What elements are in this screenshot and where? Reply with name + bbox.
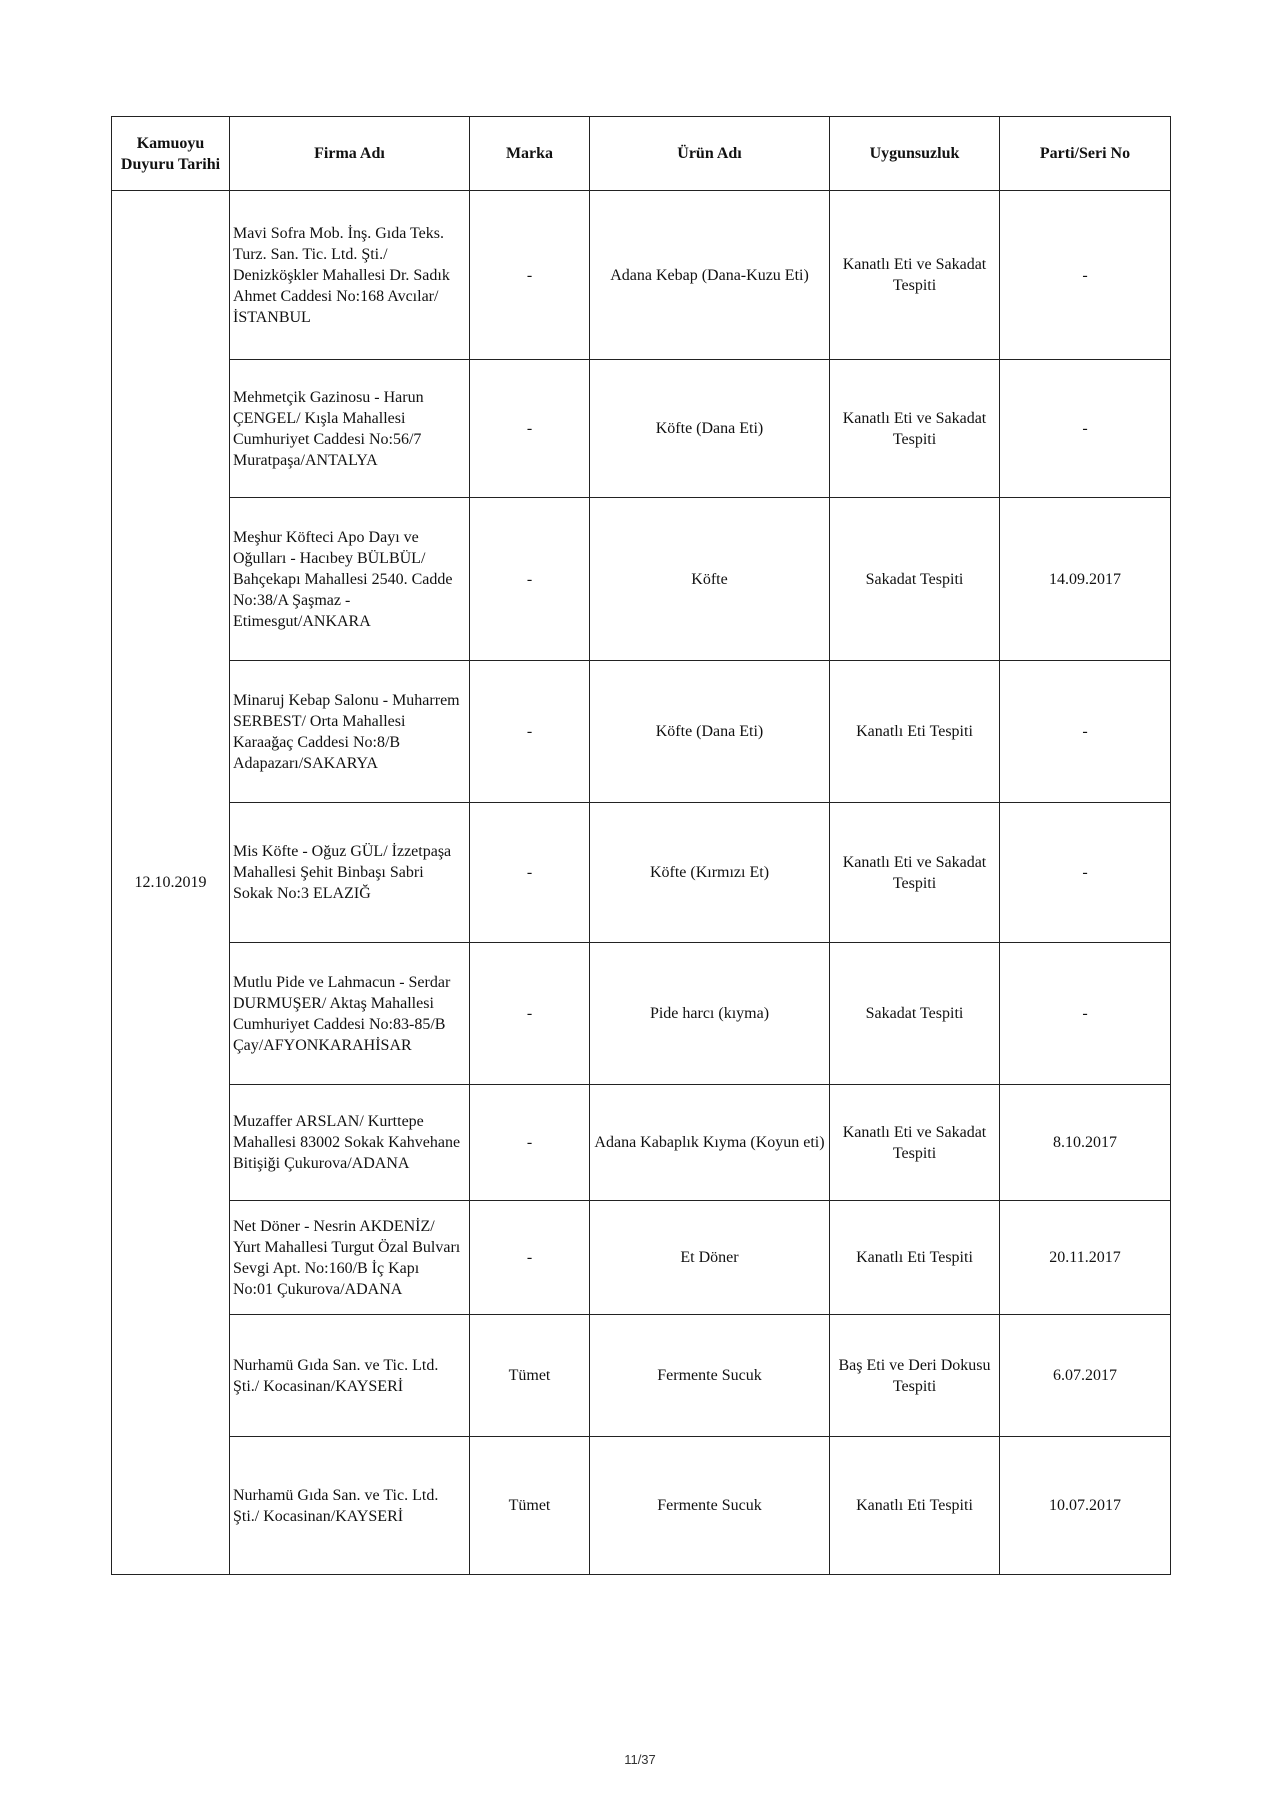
table-row <box>112 498 1171 661</box>
batch-cell: - <box>1000 803 1171 943</box>
firm-cell: Net Döner - Nesrin AKDENİZ/ Yurt Mahallesi Turgut Özal Bulvarı Sevgi Apt. No:160/B İç Kapı No:01 Çukurova/ADANA <box>230 1201 470 1315</box>
brand-cell: - <box>470 498 590 661</box>
firm-cell: Mis Köfte - Oğuz GÜL/ İzzetpaşa Mahallesi Şehit Binbaşı Sabri Sokak No:3 ELAZIĞ <box>230 803 470 943</box>
header-date: Kamuoyu Duyuru Tarihi <box>112 117 230 191</box>
batch-cell: - <box>1000 360 1171 498</box>
product-cell: Fermente Sucuk <box>590 1315 830 1437</box>
product-cell: Adana Kabaplık Kıyma (Koyun eti) <box>590 1085 830 1201</box>
issue-cell: Kanatlı Eti ve Sakadat Tespiti <box>830 803 1000 943</box>
product-cell: Köfte (Kırmızı Et) <box>590 803 830 943</box>
product-cell: Adana Kebap (Dana-Kuzu Eti) <box>590 191 830 360</box>
issue-cell: Kanatlı Eti ve Sakadat Tespiti <box>830 360 1000 498</box>
header-brand: Marka <box>470 117 590 191</box>
product-cell: Köfte (Dana Eti) <box>590 661 830 803</box>
table-row <box>112 1437 1171 1575</box>
firm-cell: Mavi Sofra Mob. İnş. Gıda Teks. Turz. San. Tic. Ltd. Şti./ Denizköşkler Mahallesi Dr. Sadık Ahmet Caddesi No:168 Avcılar/İSTANBUL <box>230 191 470 360</box>
table-row <box>112 661 1171 803</box>
firm-cell: Minaruj Kebap Salonu - Muharrem SERBEST/ Orta Mahallesi Karaağaç Caddesi No:8/B Adapazarı/SAKARYA <box>230 661 470 803</box>
batch-cell: - <box>1000 661 1171 803</box>
product-cell: Et Döner <box>590 1201 830 1315</box>
batch-cell: - <box>1000 191 1171 360</box>
firm-cell: Muzaffer ARSLAN/ Kurttepe Mahallesi 83002 Sokak Kahvehane Bitişiği Çukurova/ADANA <box>230 1085 470 1201</box>
issue-cell: Kanatlı Eti Tespiti <box>830 661 1000 803</box>
table-row <box>112 943 1171 1085</box>
product-cell: Köfte <box>590 498 830 661</box>
firm-cell: Mutlu Pide ve Lahmacun - Serdar DURMUŞER/ Aktaş Mahallesi Cumhuriyet Caddesi No:83-85/B Çay/AFYONKARAHİSAR <box>230 943 470 1085</box>
brand-cell: - <box>470 360 590 498</box>
header-batch: Parti/Seri No <box>1000 117 1171 191</box>
issue-cell: Sakadat Tespiti <box>830 943 1000 1085</box>
batch-cell: 20.11.2017 <box>1000 1201 1171 1315</box>
issue-cell: Kanatlı Eti Tespiti <box>830 1437 1000 1575</box>
issue-cell: Kanatlı Eti Tespiti <box>830 1201 1000 1315</box>
table-row <box>112 191 1171 360</box>
product-cell: Fermente Sucuk <box>590 1437 830 1575</box>
issue-cell: Baş Eti ve Deri Dokusu Tespiti <box>830 1315 1000 1437</box>
page-number: 11/37 <box>624 1752 656 1767</box>
firm-cell: Meşhur Köfteci Apo Dayı ve Oğulları - Hacıbey BÜLBÜL/ Bahçekapı Mahallesi 2540. Cadde No:38/A Şaşmaz - Etimesgut/ANKARA <box>230 498 470 661</box>
brand-cell: - <box>470 943 590 1085</box>
firm-cell: Nurhamü Gıda San. ve Tic. Ltd. Şti./ Kocasinan/KAYSERİ <box>230 1315 470 1437</box>
brand-cell: Tümet <box>470 1315 590 1437</box>
brand-cell: - <box>470 1085 590 1201</box>
issue-cell: Kanatlı Eti ve Sakadat Tespiti <box>830 1085 1000 1201</box>
issue-cell: Kanatlı Eti ve Sakadat Tespiti <box>830 191 1000 360</box>
brand-cell: - <box>470 803 590 943</box>
table-row <box>112 1085 1171 1201</box>
table-row <box>112 1201 1171 1315</box>
brand-cell: - <box>470 191 590 360</box>
recall-table <box>111 116 1171 1575</box>
table-row <box>112 360 1171 498</box>
product-cell: Köfte (Dana Eti) <box>590 360 830 498</box>
table-header-row <box>112 117 1171 191</box>
header-firm: Firma Adı <box>230 117 470 191</box>
announcement-date: 12.10.2019 <box>112 191 230 1575</box>
brand-cell: - <box>470 1201 590 1315</box>
product-cell: Pide harcı (kıyma) <box>590 943 830 1085</box>
brand-cell: - <box>470 661 590 803</box>
table-row <box>112 1315 1171 1437</box>
batch-cell: 14.09.2017 <box>1000 498 1171 661</box>
batch-cell: 8.10.2017 <box>1000 1085 1171 1201</box>
firm-cell: Mehmetçik Gazinosu - Harun ÇENGEL/ Kışla Mahallesi Cumhuriyet Caddesi No:56/7 Muratpaşa/ANTALYA <box>230 360 470 498</box>
table-row <box>112 803 1171 943</box>
brand-cell: Tümet <box>470 1437 590 1575</box>
header-product: Ürün Adı <box>590 117 830 191</box>
batch-cell: 6.07.2017 <box>1000 1315 1171 1437</box>
batch-cell: 10.07.2017 <box>1000 1437 1171 1575</box>
header-issue: Uygunsuzluk <box>830 117 1000 191</box>
issue-cell: Sakadat Tespiti <box>830 498 1000 661</box>
firm-cell: Nurhamü Gıda San. ve Tic. Ltd. Şti./ Kocasinan/KAYSERİ <box>230 1437 470 1575</box>
batch-cell: - <box>1000 943 1171 1085</box>
